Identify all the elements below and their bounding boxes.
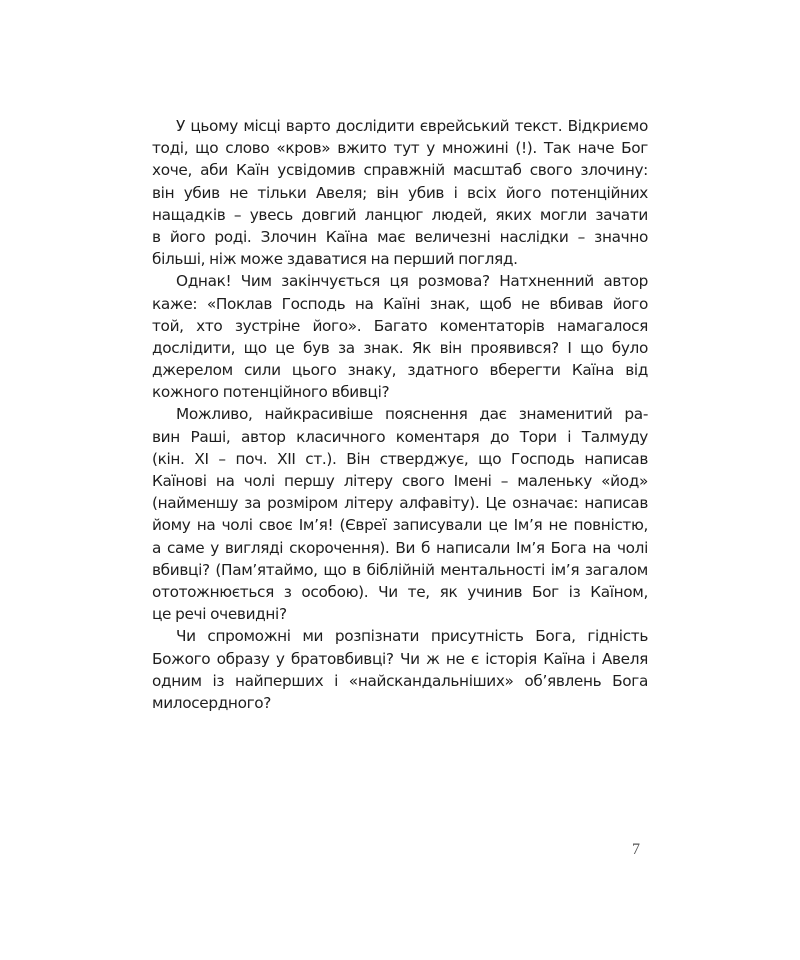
- text-line: а саме у вигляді скорочення). Ви б написали Ім’я Бога на чолі: [152, 538, 648, 557]
- page-number: 7: [632, 841, 640, 858]
- text-line: джерелом сили цього знаку, здатного вберегти Каїна від: [152, 361, 648, 380]
- text-line: хоче, аби Каїн усвідомив справжній масштаб свого злочину:: [152, 161, 648, 180]
- text-line: У цьому місці варто дослідити єврейський текст. Відкриємо: [176, 117, 648, 135]
- text-line: одним із найперших і «найскандальніших» об’явлень Бога: [152, 671, 648, 690]
- text-line: це речі очевидні?: [152, 605, 287, 624]
- text-line: дослідити, що це був за знак. Як він проявився? І що було: [152, 338, 648, 357]
- body-text: [152, 115, 648, 714]
- text-line: в його роді. Злочин Каїна має величезні наслідки – значно: [152, 227, 648, 246]
- text-line: (найменшу за розміром літеру алфавіту). Це означає: написав: [152, 494, 648, 513]
- text-line: той, хто зустріне його». Багато коментаторів намагалося: [152, 316, 648, 335]
- paragraph-1: [152, 115, 648, 270]
- paragraph-2: [152, 270, 648, 403]
- text-line: нащадків – увесь довгий ланцюг людей, яких могли зачати: [152, 205, 648, 224]
- text-line: Божого образу у братовбивці? Чи ж не є історія Каїна і Авеля: [152, 649, 648, 668]
- text-line: вин Раші, автор класичного коментаря до Тори і Талмуду: [152, 427, 648, 446]
- text-line: кожного потенційного вбивці?: [152, 383, 390, 402]
- paragraph-3: [152, 403, 648, 625]
- text-line: Можливо, найкрасивіше пояснення дає знаменитий ра-: [176, 405, 648, 424]
- text-line: ототожнюється з особою). Чи те, як учинив Бог із Каїном,: [152, 582, 648, 601]
- text-line: він убив не тільки Авеля; він убив і всіх його потенційних: [152, 183, 648, 202]
- text-line: тоді, що слово «кров» вжито тут у множині (!). Так наче Бог: [152, 139, 648, 158]
- text-line: йому на чолі своє Ім’я! (Євреї записували це Ім’я не повністю,: [152, 516, 648, 535]
- paragraph-4: [152, 625, 648, 714]
- text-line: Чи спроможні ми розпізнати присутність Бога, гідність: [176, 627, 648, 646]
- text-line: каже: «Поклав Господь на Каїні знак, щоб не вбивав його: [152, 294, 648, 313]
- text-line: більші, ніж може здаватися на перший погляд.: [152, 250, 518, 269]
- text-line: Однак! Чим закінчується ця розмова? Натхненний автор: [176, 272, 648, 291]
- text-line: вбивці? (Пам’ятаймо, що в біблійній ментальності ім’я загалом: [152, 560, 648, 579]
- text-line: (кін. XI – поч. XII ст.). Він стверджує, що Господь написав: [152, 449, 648, 468]
- text-line: Каїнові на чолі першу літеру свого Імені – маленьку «йод»: [152, 472, 648, 490]
- text-line: милосердного?: [152, 693, 272, 712]
